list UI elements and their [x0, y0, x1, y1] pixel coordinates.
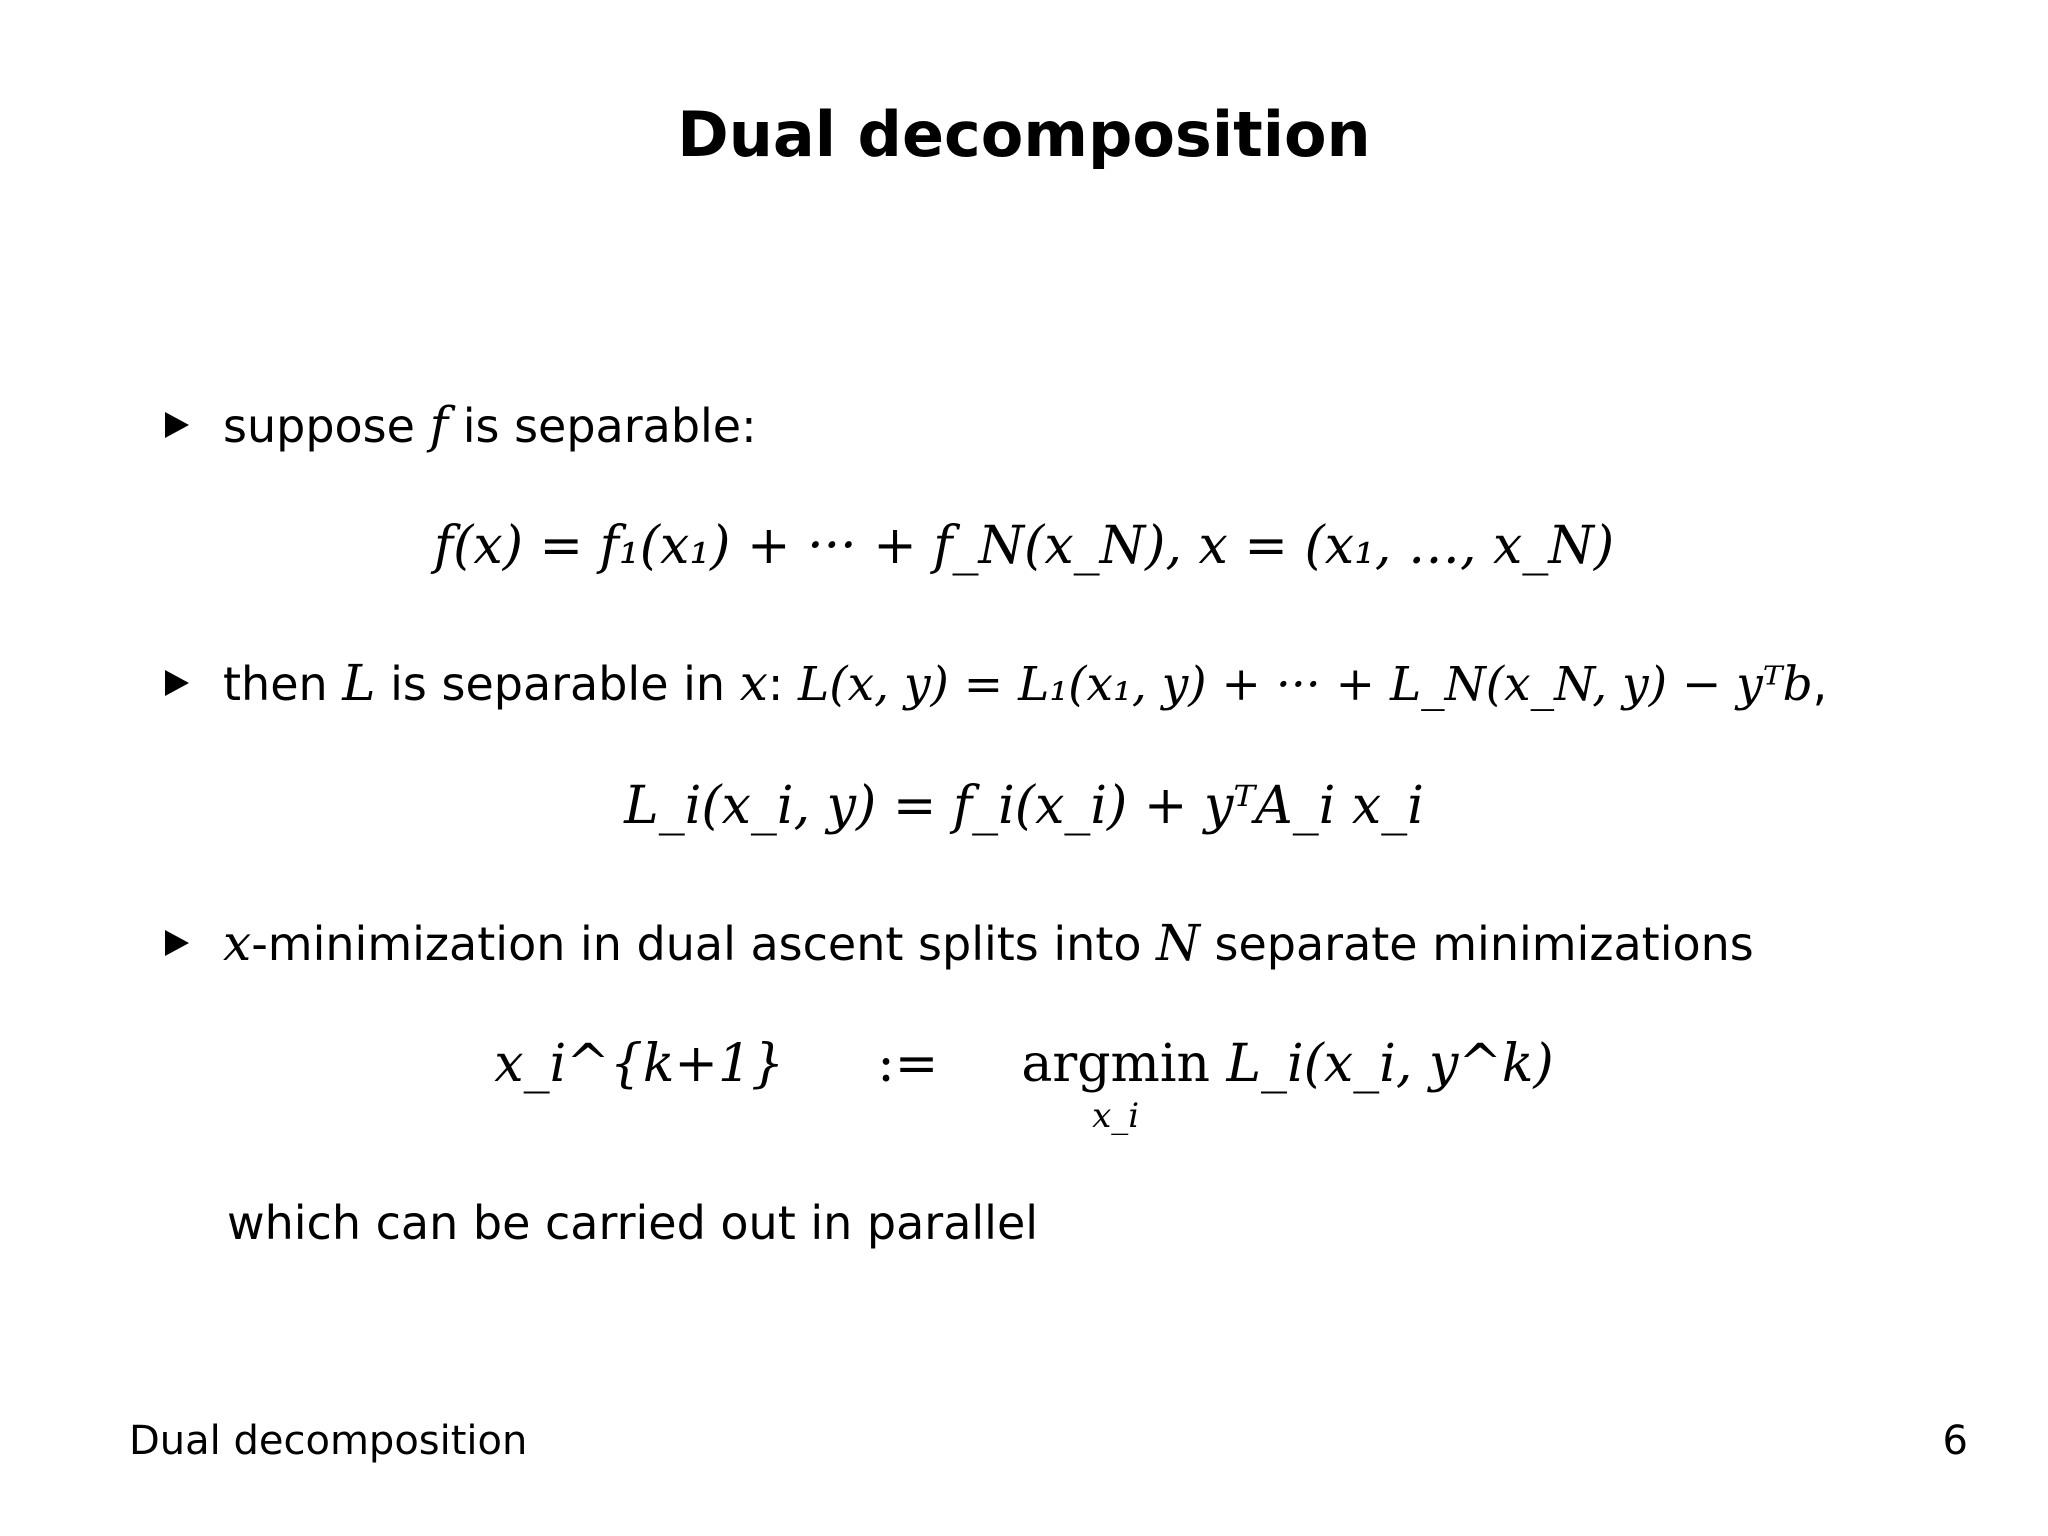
equation-2-text: L_i(x_i, y) = f_i(x_i) + yᵀA_i x_i	[624, 776, 1424, 836]
bullet-3-text-a: -minimization in dual ascent splits into	[251, 917, 1157, 971]
bullet-2-text-b: is separable in	[375, 657, 740, 711]
argmin-label: argmin	[1021, 1034, 1210, 1094]
bullet-2-var-L: L	[342, 654, 376, 712]
equation-3-assign: :=	[877, 1034, 939, 1094]
bullet-2-text-c: :	[767, 657, 799, 711]
bullet-2-inline-equation: L(x, y) = L₁(x₁, y) + ··· + L_N(x_N, y) − yᵀb	[798, 657, 1813, 712]
parallel-note: which can be carried out in parallel	[227, 1196, 1039, 1250]
bullet-triangle-icon	[165, 412, 189, 438]
equation-3-lhs: x_i^{k+1}	[494, 1034, 785, 1094]
bullet-triangle-icon	[165, 670, 189, 696]
bullet-2-var-x: x	[739, 654, 768, 712]
equation-separable-f	[0, 516, 2048, 576]
bullet-3	[165, 914, 1754, 972]
bullet-2-comma: ,	[1812, 657, 1828, 711]
footer-title: Dual decomposition	[129, 1418, 528, 1464]
equation-3-rhs: L_i(x_i, y^k)	[1226, 1034, 1554, 1094]
bullet-2-text-a: then	[223, 657, 343, 711]
equation-lagrangian-i	[0, 776, 2048, 836]
bullet-3-var-x: x	[223, 914, 252, 972]
argmin-subscript: x_i	[1092, 1096, 1140, 1136]
equation-1-text: f(x) = f₁(x₁) + ··· + f_N(x_N), x = (x₁, …, x_N)	[433, 516, 1615, 576]
bullet-2	[165, 654, 1827, 712]
bullet-1	[165, 396, 757, 454]
bullet-1-var-f: f	[429, 396, 449, 454]
slide-title: Dual decomposition	[677, 98, 1371, 171]
bullet-3-var-N: N	[1156, 914, 1200, 972]
argmin-operator	[1021, 1034, 1210, 1136]
page-number: 6	[1942, 1418, 1968, 1464]
equation-argmin-update	[0, 1034, 2048, 1136]
bullet-3-text-b: separate minimizations	[1199, 917, 1754, 971]
bullet-1-text-a: suppose	[223, 399, 430, 453]
bullet-triangle-icon	[165, 930, 189, 956]
bullet-1-text-b: is separable:	[448, 399, 757, 453]
